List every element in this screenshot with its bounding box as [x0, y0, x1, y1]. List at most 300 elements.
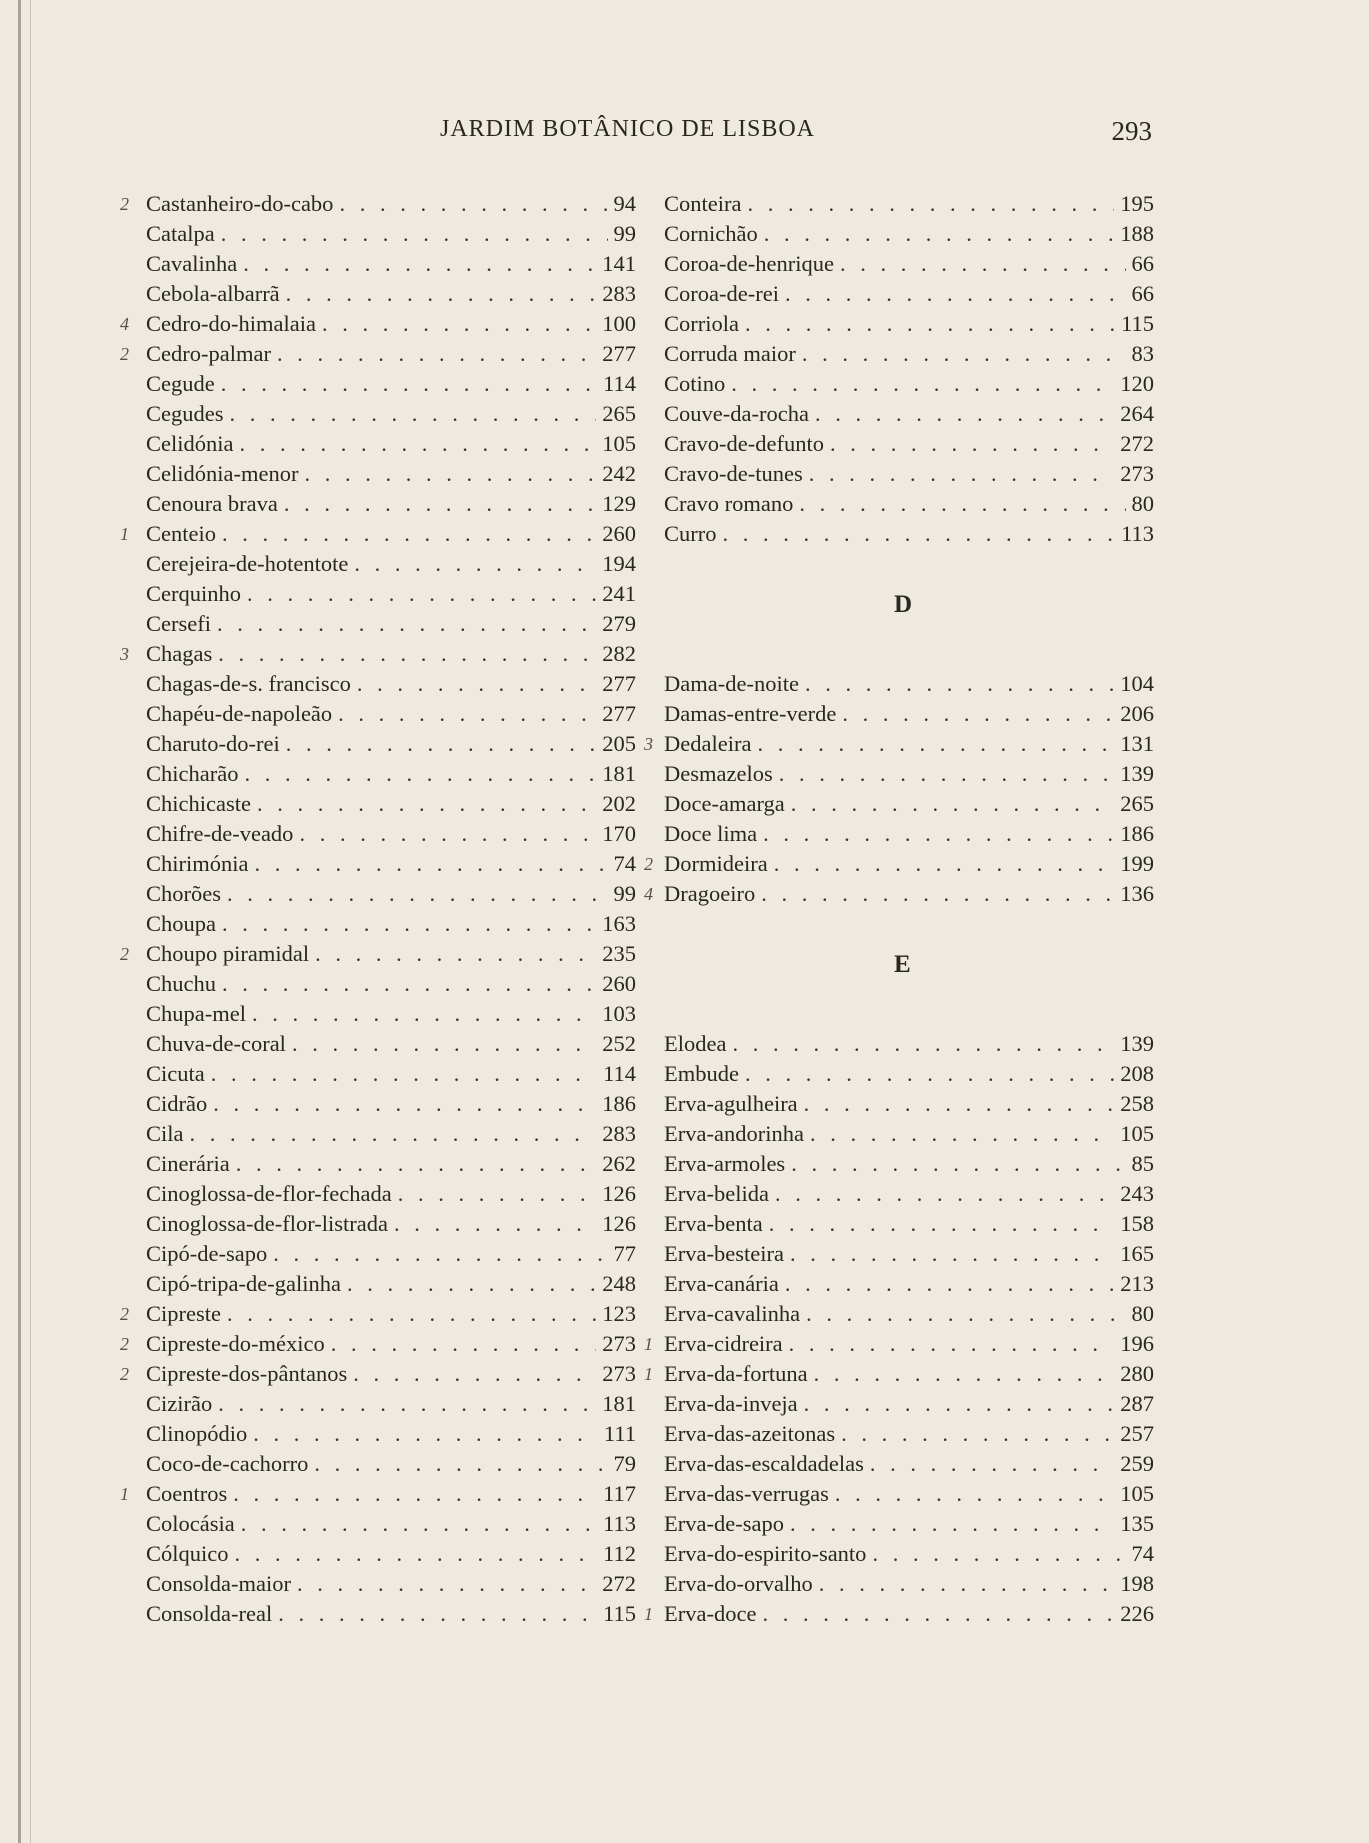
book-spine-edge — [18, 0, 21, 1843]
page-edge-line — [30, 0, 31, 1843]
entry-page-number: 104 — [1120, 671, 1154, 696]
entry-page-number: 115 — [603, 1601, 636, 1626]
entry-name: Erva-do-espirito-santo — [664, 1541, 867, 1566]
entry-name: Cerejeira-de-hotentote — [146, 551, 349, 576]
margin-annotation: 2 — [644, 854, 653, 874]
entry-page-number: 279 — [602, 611, 636, 636]
entry-page-number: 114 — [603, 1061, 636, 1086]
index-entry — [146, 399, 636, 429]
dot-leader — [790, 1239, 1114, 1269]
entry-page-number: 141 — [602, 251, 636, 276]
index-entry — [664, 519, 1154, 549]
entry-name: Cólquico — [146, 1541, 229, 1566]
entry-page-number: 186 — [1120, 821, 1154, 846]
dot-leader — [241, 1509, 597, 1539]
dot-leader — [244, 759, 596, 789]
index-entry — [146, 999, 636, 1029]
entry-page-number: 170 — [602, 821, 636, 846]
entry-name: Erva-da-inveja — [664, 1391, 798, 1416]
margin-annotation: 1 — [120, 1484, 129, 1504]
entry-page-number: 120 — [1120, 371, 1154, 396]
entry-name: Cidrão — [146, 1091, 208, 1116]
index-entry — [146, 1209, 636, 1239]
entry-name: Erva-agulheira — [664, 1091, 798, 1116]
entry-name: Curro — [664, 521, 717, 546]
entry-page-number: 85 — [1131, 1151, 1154, 1176]
entry-page-number: 188 — [1120, 221, 1154, 246]
entry-name: Chichicaste — [146, 791, 251, 816]
dot-leader — [398, 1179, 597, 1209]
dot-leader — [785, 279, 1126, 309]
dot-leader — [314, 1449, 607, 1479]
dot-leader — [217, 609, 596, 639]
index-entry — [644, 729, 1154, 759]
entry-name: Chuchu — [146, 971, 216, 996]
index-entry — [146, 1089, 636, 1119]
index-entry — [664, 1479, 1154, 1509]
dot-leader — [872, 1539, 1125, 1569]
dot-leader — [745, 309, 1115, 339]
entry-page-number: 181 — [602, 1391, 636, 1416]
entry-page-number: 205 — [602, 731, 636, 756]
dot-leader — [218, 1389, 596, 1419]
margin-annotation: 2 — [120, 1304, 129, 1324]
index-entry — [664, 489, 1154, 519]
index-entry — [146, 609, 636, 639]
entry-page-number: 283 — [602, 281, 636, 306]
entry-name: Erva-das-escaldadelas — [664, 1451, 864, 1476]
dot-leader — [779, 759, 1115, 789]
entry-name: Colocásia — [146, 1511, 235, 1536]
entry-name: Cerquinho — [146, 581, 241, 606]
dot-leader — [243, 249, 596, 279]
dot-leader — [842, 699, 1114, 729]
entry-name: Erva-canária — [664, 1271, 779, 1296]
entry-name: Chagas — [146, 641, 213, 666]
entry-page-number: 105 — [1120, 1121, 1154, 1146]
index-entry — [146, 219, 636, 249]
entry-name: Centeio — [146, 521, 216, 546]
index-entry — [146, 579, 636, 609]
index-entry — [146, 1059, 636, 1089]
dot-leader — [791, 789, 1114, 819]
index-entry — [120, 939, 636, 969]
entry-name: Consolda-real — [146, 1601, 273, 1626]
index-entry — [664, 399, 1154, 429]
entry-name: Celidónia — [146, 431, 234, 456]
dot-leader — [810, 1119, 1114, 1149]
dot-leader — [315, 939, 596, 969]
dot-leader — [819, 1569, 1115, 1599]
index-entry — [664, 789, 1154, 819]
dot-leader — [347, 1269, 596, 1299]
index-entry — [146, 1389, 636, 1419]
entry-name: Cedro-palmar — [146, 341, 271, 366]
entry-name: Erva-besteira — [664, 1241, 784, 1266]
index-entry — [664, 279, 1154, 309]
dot-leader — [286, 729, 597, 759]
dot-leader — [222, 519, 596, 549]
entry-page-number: 206 — [1120, 701, 1154, 726]
entry-page-number: 77 — [613, 1241, 636, 1266]
dot-leader — [791, 1149, 1125, 1179]
index-entry — [146, 1449, 636, 1479]
index-entry — [146, 1269, 636, 1299]
entry-name: Chupa-mel — [146, 1001, 246, 1026]
dot-leader — [840, 249, 1126, 279]
index-entry — [146, 819, 636, 849]
entry-name: Chuva-de-coral — [146, 1031, 286, 1056]
dot-leader — [221, 369, 597, 399]
index-entry — [664, 1239, 1154, 1269]
dot-leader — [211, 1059, 597, 1089]
entry-page-number: 135 — [1120, 1511, 1154, 1536]
index-entry — [644, 879, 1154, 909]
index-entry — [644, 1359, 1154, 1389]
entry-page-number: 99 — [613, 221, 636, 246]
index-entry — [120, 1479, 636, 1509]
entry-name: Cila — [146, 1121, 184, 1146]
entry-page-number: 79 — [613, 1451, 636, 1476]
index-entry — [146, 1029, 636, 1059]
dot-leader — [870, 1449, 1114, 1479]
entry-page-number: 195 — [1120, 191, 1154, 216]
entry-name: Chifre-de-veado — [146, 821, 294, 846]
dot-leader — [747, 189, 1114, 219]
dot-leader — [806, 1299, 1125, 1329]
dot-leader — [841, 1419, 1114, 1449]
dot-leader — [284, 489, 596, 519]
dot-leader — [799, 489, 1125, 519]
entry-name: Cizirão — [146, 1391, 213, 1416]
dot-leader — [247, 579, 596, 609]
dot-leader — [222, 969, 596, 999]
index-entry — [664, 429, 1154, 459]
entry-name: Erva-benta — [664, 1211, 763, 1236]
index-entry — [644, 849, 1154, 879]
entry-page-number: 264 — [1120, 401, 1154, 426]
index-entry — [120, 189, 636, 219]
index-entry — [120, 1329, 636, 1359]
entry-page-number: 139 — [1120, 761, 1154, 786]
entry-page-number: 248 — [602, 1271, 636, 1296]
entry-name: Cinoglossa-de-flor-listrada — [146, 1211, 388, 1236]
dot-leader — [190, 1119, 597, 1149]
dot-leader — [278, 1599, 597, 1629]
entry-name: Cipreste-dos-pântanos — [146, 1361, 348, 1386]
entry-page-number: 115 — [1121, 311, 1154, 336]
index-entry — [664, 1569, 1154, 1599]
entry-page-number: 282 — [602, 641, 636, 666]
dot-leader — [304, 459, 596, 489]
index-entry — [664, 699, 1154, 729]
index-entry — [664, 1089, 1154, 1119]
entry-page-number: 287 — [1120, 1391, 1154, 1416]
entry-name: Dedaleira — [664, 731, 752, 756]
index-entry — [664, 1179, 1154, 1209]
entry-page-number: 181 — [602, 761, 636, 786]
entry-page-number: 265 — [1120, 791, 1154, 816]
entry-name: Desmazelos — [664, 761, 773, 786]
entry-name: Castanheiro-do-cabo — [146, 191, 334, 216]
entry-name: Erva-armoles — [664, 1151, 786, 1176]
index-entry — [146, 969, 636, 999]
entry-page-number: 126 — [602, 1181, 636, 1206]
index-entry — [146, 369, 636, 399]
entry-page-number: 202 — [602, 791, 636, 816]
dot-leader — [292, 1029, 596, 1059]
index-entry — [146, 1569, 636, 1599]
index-entry — [146, 1509, 636, 1539]
index-entry — [664, 669, 1154, 699]
entry-page-number: 165 — [1120, 1241, 1154, 1266]
index-entry — [644, 1599, 1154, 1629]
entry-page-number: 196 — [1120, 1331, 1154, 1356]
entry-name: Erva-de-sapo — [664, 1511, 784, 1536]
entry-name: Erva-das-azeitonas — [664, 1421, 836, 1446]
margin-annotation: 2 — [120, 344, 129, 364]
dot-leader — [297, 1569, 596, 1599]
dot-leader — [732, 1029, 1114, 1059]
entry-name: Celidónia-menor — [146, 461, 299, 486]
entry-name: Coroa-de-rei — [664, 281, 779, 306]
entry-name: Erva-belida — [664, 1181, 769, 1206]
entry-name: Consolda-maior — [146, 1571, 291, 1596]
dot-leader — [763, 819, 1114, 849]
entry-name: Couve-da-rocha — [664, 401, 809, 426]
entry-page-number: 114 — [603, 371, 636, 396]
section-heading-e: E — [894, 951, 911, 978]
index-entry — [664, 759, 1154, 789]
entry-page-number: 117 — [603, 1481, 636, 1506]
index-entry — [664, 1119, 1154, 1149]
entry-page-number: 242 — [602, 461, 636, 486]
entry-page-number: 208 — [1120, 1061, 1154, 1086]
index-entry — [664, 1299, 1154, 1329]
dot-leader — [222, 909, 596, 939]
index-entry — [146, 279, 636, 309]
entry-name: Cegude — [146, 371, 215, 396]
index-entry — [664, 1419, 1154, 1449]
dot-leader — [357, 669, 596, 699]
dot-leader — [239, 429, 596, 459]
entry-page-number: 136 — [1120, 881, 1154, 906]
dot-leader — [331, 1329, 597, 1359]
entry-name: Doce-amarga — [664, 791, 785, 816]
index-entry — [120, 309, 636, 339]
dot-leader — [815, 399, 1114, 429]
entry-page-number: 111 — [603, 1421, 636, 1446]
index-entry — [664, 219, 1154, 249]
entry-name: Cenoura brava — [146, 491, 278, 516]
dot-leader — [775, 1179, 1114, 1209]
entry-page-number: 258 — [1120, 1091, 1154, 1116]
entry-name: Cinoglossa-de-flor-fechada — [146, 1181, 392, 1206]
entry-name: Cotino — [664, 371, 726, 396]
entry-page-number: 126 — [602, 1211, 636, 1236]
running-title: JARDIM BOTÂNICO DE LISBOA — [440, 116, 816, 142]
entry-name: Cavalinha — [146, 251, 238, 276]
entry-name: Corriola — [664, 311, 739, 336]
margin-annotation: 2 — [120, 1364, 129, 1384]
index-entry — [664, 339, 1154, 369]
entry-page-number: 80 — [1131, 1301, 1154, 1326]
entry-name: Cravo-de-tunes — [664, 461, 803, 486]
entry-name: Cebola-albarrã — [146, 281, 280, 306]
entry-page-number: 105 — [1120, 1481, 1154, 1506]
entry-name: Cedro-do-himalaia — [146, 311, 316, 336]
dot-leader — [814, 1359, 1115, 1389]
entry-page-number: 243 — [1120, 1181, 1154, 1206]
index-entry — [146, 759, 636, 789]
entry-name: Erva-cavalinha — [664, 1301, 801, 1326]
dot-leader — [353, 1359, 596, 1389]
index-entry — [146, 789, 636, 819]
margin-annotation: 3 — [120, 644, 129, 664]
dot-leader — [338, 699, 596, 729]
index-entry — [146, 879, 636, 909]
entry-page-number: 277 — [602, 671, 636, 696]
entry-page-number: 74 — [613, 851, 636, 876]
entry-page-number: 103 — [602, 1001, 636, 1026]
entry-page-number: 131 — [1120, 731, 1154, 756]
entry-page-number: 66 — [1131, 281, 1154, 306]
index-entry — [664, 1539, 1154, 1569]
entry-name: Dormideira — [664, 851, 768, 876]
entry-page-number: 260 — [602, 971, 636, 996]
dot-leader — [774, 849, 1115, 879]
margin-annotation: 1 — [644, 1364, 653, 1384]
entry-page-number: 277 — [602, 341, 636, 366]
dot-leader — [252, 999, 596, 1029]
index-entry — [664, 1209, 1154, 1239]
index-entry — [664, 1389, 1154, 1419]
index-entry — [146, 459, 636, 489]
margin-annotation: 4 — [644, 884, 653, 904]
index-entry — [146, 249, 636, 279]
entry-name: Chicharão — [146, 761, 239, 786]
entry-name: Conteira — [664, 191, 742, 216]
entry-page-number: 163 — [602, 911, 636, 936]
entry-page-number: 272 — [1120, 431, 1154, 456]
dot-leader — [255, 849, 608, 879]
index-entry — [120, 1299, 636, 1329]
margin-annotation: 1 — [120, 524, 129, 544]
entry-page-number: 272 — [602, 1571, 636, 1596]
dot-leader — [227, 1299, 596, 1329]
entry-page-number: 280 — [1120, 1361, 1154, 1386]
dot-leader — [235, 1539, 598, 1569]
entry-page-number: 252 — [602, 1031, 636, 1056]
index-entry — [146, 549, 636, 579]
entry-name: Cersefi — [146, 611, 211, 636]
entry-page-number: 139 — [1120, 1031, 1154, 1056]
index-entry — [146, 1539, 636, 1569]
index-entry — [120, 1359, 636, 1389]
entry-name: Cravo-de-defunto — [664, 431, 824, 456]
entry-name: Erva-cidreira — [664, 1331, 783, 1356]
margin-annotation: 4 — [120, 314, 129, 334]
index-entry — [146, 909, 636, 939]
entry-page-number: 80 — [1131, 491, 1154, 516]
index-entry — [146, 849, 636, 879]
entry-page-number: 66 — [1131, 251, 1154, 276]
dot-leader — [809, 459, 1115, 489]
entry-page-number: 129 — [602, 491, 636, 516]
index-entry — [664, 1059, 1154, 1089]
entry-name: Cipreste — [146, 1301, 221, 1326]
entry-page-number: 257 — [1120, 1421, 1154, 1446]
dot-leader — [835, 1479, 1114, 1509]
dot-leader — [230, 399, 597, 429]
index-entry — [644, 1329, 1154, 1359]
dot-leader — [354, 549, 596, 579]
index-entry — [146, 699, 636, 729]
index-entry — [146, 729, 636, 759]
dot-leader — [769, 1209, 1115, 1239]
dot-leader — [804, 1389, 1115, 1419]
dot-leader — [731, 369, 1114, 399]
entry-page-number: 94 — [613, 191, 636, 216]
entry-name: Cicuta — [146, 1061, 205, 1086]
entry-page-number: 273 — [602, 1331, 636, 1356]
entry-name: Coroa-de-henrique — [664, 251, 834, 276]
dot-leader — [804, 1089, 1115, 1119]
index-entry — [664, 1449, 1154, 1479]
entry-name: Coentros — [146, 1481, 228, 1506]
index-entry — [146, 489, 636, 519]
entry-name: Cipreste-do-méxico — [146, 1331, 325, 1356]
dot-leader — [253, 1419, 598, 1449]
page-header — [0, 116, 1369, 150]
dot-leader — [802, 339, 1126, 369]
entry-name: Cegudes — [146, 401, 224, 426]
dot-leader — [761, 879, 1114, 909]
dot-leader — [790, 1509, 1114, 1539]
dot-leader — [286, 279, 597, 309]
margin-annotation: 1 — [644, 1334, 653, 1354]
entry-name: Cravo romano — [664, 491, 794, 516]
entry-page-number: 112 — [603, 1541, 636, 1566]
dot-leader — [236, 1149, 597, 1179]
index-entry — [664, 1029, 1154, 1059]
dot-leader — [394, 1209, 596, 1239]
entry-name: Erva-do-orvalho — [664, 1571, 813, 1596]
margin-annotation: 3 — [644, 734, 653, 754]
entry-page-number: 100 — [602, 311, 636, 336]
index-entry — [146, 1179, 636, 1209]
index-entry — [664, 459, 1154, 489]
entry-name: Erva-da-fortuna — [664, 1361, 808, 1386]
entry-name: Dama-de-noite — [664, 671, 799, 696]
entry-name: Dragoeiro — [664, 881, 756, 906]
entry-page-number: 199 — [1120, 851, 1154, 876]
entry-name: Erva-das-verrugas — [664, 1481, 829, 1506]
entry-page-number: 265 — [602, 401, 636, 426]
index-entry — [664, 819, 1154, 849]
index-entry — [120, 519, 636, 549]
entry-page-number: 113 — [1121, 521, 1154, 546]
dot-leader — [805, 669, 1114, 699]
dot-leader — [221, 219, 608, 249]
entry-name: Corruda maior — [664, 341, 796, 366]
margin-annotation: 2 — [120, 1334, 129, 1354]
index-entry — [664, 249, 1154, 279]
dot-leader — [213, 1089, 596, 1119]
entry-name: Cipó-tripa-de-galinha — [146, 1271, 341, 1296]
entry-page-number: 213 — [1120, 1271, 1154, 1296]
entry-page-number: 83 — [1131, 341, 1154, 366]
